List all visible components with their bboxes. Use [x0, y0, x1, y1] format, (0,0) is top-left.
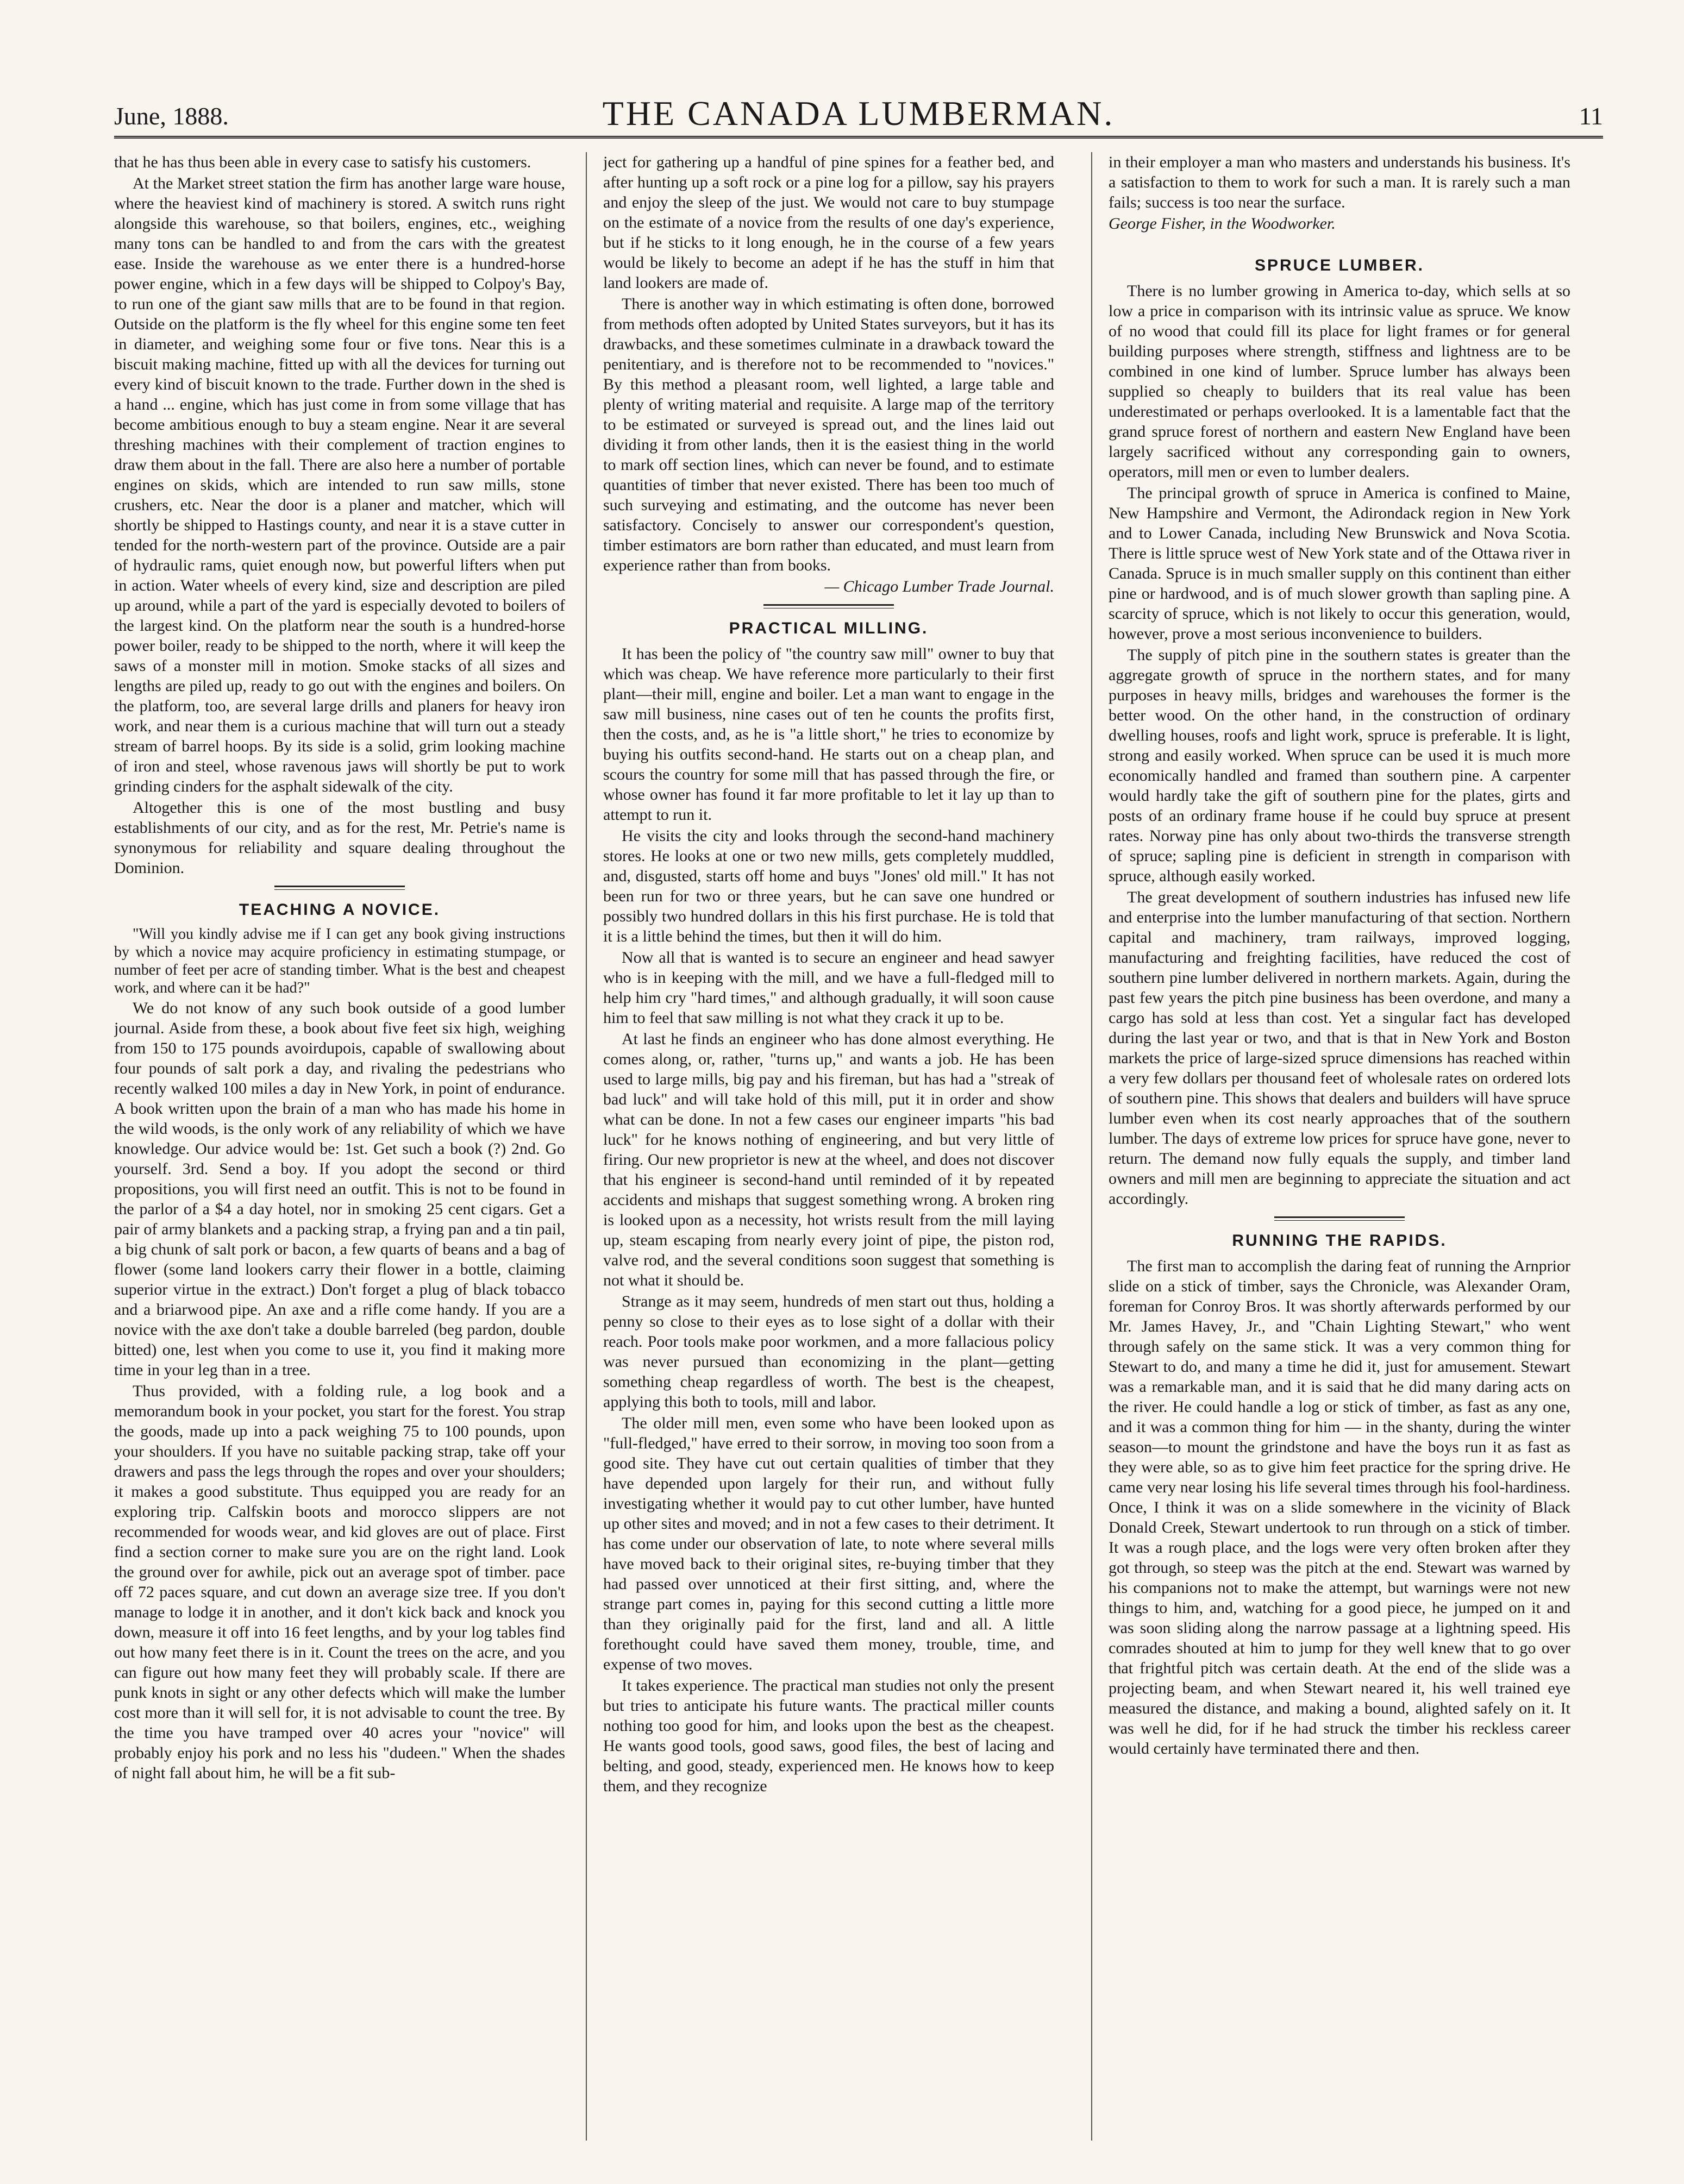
article-paragraph: It has been the policy of "the country saw mill" owner to buy that which was cheap. We have reference more particularly to their first plant—their mill, engine and boiler. Let a man want to engage in the saw mill business, nine cases out of ten he counts the profits first, then the costs, and, as he is "a little short," he tries to economize by buying his outfits second-hand. He starts out on a cheap plan, and scours the country for some mill that has passed through the fire, or whose owner has found it far more profitable to let it lay up than to attempt to run it.: [603, 645, 1054, 824]
article-paragraph: At last he finds an engineer who has done almost everything. He comes along, or, rather, "turns up," and wants a job. He has been used to large mills, big pay and his fireman, but has had a "streak of bad luck" and will take hold of this mill, put it in order and show what can be done. In not a few cases our engineer imparts "his bad luck" for he knows nothing of engineering, and but very little of firing. Our new proprietor is new at the wheel, and does not discover that his engineer is second-hand until reminded of it by repeated accidents and mishaps that suggest something wrong. A broken ring is looked upon as a necessity, hot wrists result from the mill laying up, steam escaping from nearly every joint of pipe, the piston rod, valve rod, and the several conditions soon suggest that something is not what it should be.: [603, 1030, 1054, 1289]
article-paragraph: The older mill men, even some who have been looked upon as "full-fledged," have erred to their sorrow, in moving too soon from a good site. They have cut out certain qualities of timber that they have depended upon largely for their run, and without fully investigating whether it would pay to cut other lumber, have hunted up other sites and moved; and in not a few cases to their detriment. It has come under our observation of late, to note where several mills have moved back to their original sites, re-buying timber that they had passed over unnoticed at their first sitting, and, where the strange part comes in, paying for this second cutting a little more than they originally paid for the first, land and all. A little forethought could have saved them money, trouble, time, and expense of two moves.: [603, 1414, 1054, 1673]
headline-practical-milling: PRACTICAL MILLING.: [729, 619, 929, 637]
column-rule: [586, 152, 587, 2141]
article-paragraph: The first man to accomplish the daring feat of running the Arnprior slide on a stick of timber, says the Chronicle, was Alexander Oram, foreman for Conroy Bros. It was shortly afterwards performed by our Mr. James Havey, Jr., and "Chain Lighting Stewart," who went through safely on the same stick. It was a very common thing for Stewart to do, and many a time he did it, just for amusement. Stewart was a remarkable man, and it is said that he did many daring acts on the river. He could handle a log or stick of timber, as fast as any one, and it was a common thing for him — in the shanty, during the winter season—to mount the grindstone and have the boys run it as fast as they were able, so as to give him feet practice for the spring drive. He came very near losing his life several times through his fool-hardiness. Once, I think it was on a slide somewhere in the vicinity of Black Donald Creek, Stewart undertook to run through on a stick of timber. It was a rough place, and the logs were very often broken after they got through, so steep was the pitch at the end. Stewart was warned by his companions not to make the attempt, but warnings were not new things to him, and, watching for a good piece, he jumped on it and was soon sliding along the narrow passage at a lightning speed. His comrades shouted at him to jump for they well knew that to go over that frightful pitch was certain death. At the end of the slide was a projecting beam, and when Stewart neared it, his well trained eye measured the distance, and making a bound, alighted safely on it. It was well he did, for if he had struck the timber his reckless career would certainly have terminated there and then.: [1109, 1257, 1570, 1758]
article-paragraph: ject for gathering up a handful of pine spines for a feather bed, and after hunting up a soft rock or a pine log for a pillow, say his prayers and enjoy the sleep of the just. We would not care to buy stumpage on the estimate of a novice from the results of one day's experience, but if he sticks to it long enough, he in the course of a few years would be likely to become an adept if he has the stuff in him that land lookers are made of.: [603, 153, 1054, 292]
source-credit: — Chicago Lumber Trade Journal.: [824, 578, 1054, 595]
article-paragraph: At the Market street station the firm has another large ware house, where the heaviest kind of machinery is stored. A switch runs right alongside this warehouse, so that boilers, engines, etc., weighing many tons can be handled to and from the cars with the greatest ease. Inside the warehouse as we enter there is a hundred-horse power engine, which in a few days will be shipped to Colpoy's Bay, to run one of the giant saw mills that are to be found in that region. Outside on the platform is the fly wheel for this engine some ten feet in diameter, and weighing some four or five tons. Near this is a biscuit making machine, fitted up with all the devices for turning out every kind of biscuit known to the trade. Further down in the shed is a hand ... engine, which has just come in from some village that has become ambitious enough to buy a steam engine. Near it are several threshing machines with their complement of traction engines to draw them about in the fall. There are also here a number of portable engines on skids, which are intended to run saw mills, stone crushers, etc. Near the door is a planer and matcher, which will shortly be shipped to Hastings county, and near it is a stave cutter in tended for the north-western part of the province. Outside are a pair of hydraulic rams, quiet enough now, but powerful lifters when put in action. Water wheels of every kind, size and description are piled up around, while a part of the yard is especially devoted to boilers of the largest kind. On the platform near the south is a hundred-horse power boiler, ready to be shipped to the north, where it will keep the saws of a monster mill in motion. Smoke stacks of all sizes and lengths are piled up, ready to go out with the engines and boilers. On the platform, too, are several large drills and planers for heavy iron work, and near them is a curious machine that will turn out a steady stream of barrel hoops. By its side is a solid, grim looking machine of iron and steel, whose ravenous jaws will shortly be put to work grinding cinders for the asphalt sidewalk of the city.: [114, 174, 565, 795]
article-paragraph: Now all that is wanted is to secure an engineer and head sawyer who is in keeping with the mill, and we have a full-fledged mill to help him cry "hard times," and although gradually, it will soon cause him to feel that saw milling is not what they crack it up to be.: [603, 949, 1054, 1027]
article-paragraph: The great development of southern industries has infused new life and enterprise into the lumber manufacturing of that section. Northern capital and machinery, tram railways, improved logging, manufacturing and freighting facilities, have reduced the cost of southern pine lumber delivered in northern markets. Again, during the past few years the pitch pine business has been overdone, and many a cargo has sold at less than cost. Yet a singular fact has developed during the last year or two, and that is that in New York and Boston markets the price of large-sized spruce dimensions has reached within a very few dollars per thousand feet of wholesale rates on ordered lots of southern pine. This shows that dealers and builders will have spruce lumber even when its cost nearly approaches that of the southern lumber. The days of extreme low prices for spruce have gone, never to return. The demand now fully equals the supply, and timber land owners and mill men are beginning to appreciate the situation and act accordingly.: [1109, 888, 1570, 1208]
issue-date: June, 1888.: [114, 102, 229, 130]
source-credit: George Fisher, in the Woodworker.: [1109, 215, 1336, 233]
article-paragraph: There is no lumber growing in America to-day, which sells at so low a price in comparison with its intrinsic value as spruce. We know of no wood that could fill its place for light frames or for general building purposes where strength, stiffness and lightness are to be combined in one kind of lumber. Spruce lumber has always been supplied so cheaply to builders that its real value has been underestimated or perhaps overlooked. It is a lamentable fact that the grand spruce forest of northern and eastern New England have been largely sacrificed without any corresponding gain to owners, operators, mill men or even to lumber dealers.: [1109, 282, 1570, 481]
column-2: [603, 152, 1054, 2151]
headline-spruce-lumber: SPRUCE LUMBER.: [1254, 256, 1424, 274]
article-paragraph: Altogether this is one of the most bustling and busy establishments of our city, and as for the rest, Mr. Petrie's name is synonymous for reliability and square dealing throughout the Dominion.: [114, 799, 565, 877]
article-paragraph: He visits the city and looks through the second-hand machinery stores. He looks at one or two new mills, gets completely muddled, and, disgusted, starts off home and buys "Jones' old mill." It has not been run for two or three years, but he can save one hundred or possibly two hundred dollars in this his first purchase. He is told that it is a little behind the times, but then it will do him.: [603, 827, 1054, 945]
page-number: 11: [1579, 102, 1603, 130]
article-paragraph: that he has thus been able in every case to satisfy his customers.: [114, 153, 531, 171]
article-paragraph: The principal growth of spruce in America is confined to Maine, New Hampshire and Vermont, the Adirondack region in New York and to Lower Canada, including New Brunswick and Nova Scotia. There is little spruce west of New York state and of the Ottawa river in Canada. Spruce is in much smaller supply on this continent than either pine or hardwood, and is of much slower growth than sapling pine. A scarcity of spruce, which is not likely to occur this generation, would, however, prove a most serious inconvenience to builders.: [1109, 484, 1570, 643]
section-divider: [274, 886, 405, 890]
reader-question: "Will you kindly advise me if I can get any book giving instructions by which a novice may acquire proficiency in estimating stumpage, or number of feet per acre of standing timber. What is the best and cheapest work, and where can it be had?": [114, 926, 565, 996]
column-rule: [1091, 152, 1092, 2141]
headline-teaching-a-novice: TEACHING A NOVICE.: [239, 901, 441, 919]
headline-running-the-rapids: RUNNING THE RAPIDS.: [1232, 1232, 1447, 1250]
column-1: [114, 152, 565, 2151]
section-divider: [763, 604, 894, 608]
article-paragraph: The supply of pitch pine in the southern states is greater than the aggregate growth of spruce in the northern states, and for many purposes in heavy mills, bridges and warehouses the former is the better wood. On the other hand, in the construction of ordinary dwelling houses, roofs and light work, spruce is preferable. It is light, strong and easily worked. When spruce can be used it is much more economically handled and framed than southern pine. A carpenter would hardly take the gift of southern pine for the plates, girts and posts of an ordinary frame house if he could buy spruce at present rates. Norway pine has only about two-thirds the transverse strength of spruce; sapling pine is deficient in strength in comparison with spruce, although easily worked.: [1109, 646, 1570, 885]
article-paragraph: We do not know of any such book outside of a good lumber journal. Aside from these, a book about five feet six high, weighing from 150 to 175 pounds avoirdupois, capable of swallowing about four pounds of salt pork a day, and rivaling the pedestrians who recently walked 100 miles a day in New York, in point of endurance. A book written upon the brain of a man who has made his home in the wild woods, is the only work of any reliability of which we have knowledge. Our advice would be: 1st. Get such a book (?) 2nd. Go yourself. 3rd. Send a boy. If you adopt the second or third propositions, you will first need an outfit. This is not to be found in the parlor of a $4 a day hotel, nor in smoking 25 cent cigars. Get a pair of army blankets and a packing strap, a frying pan and a tin pail, a big chunk of salt pork or bacon, a few quarts of beans and a bag of flower (some land lookers carry their flower in a bottle, claiming superior virtue in the extract.) Don't forget a plug of black tobacco and a briarwood pipe. An axe and a rifle come handy. If you are a novice with the axe don't take a double barreled (beg pardon, double bitted) one, lest when you come to use it, you find it making more time in your leg than in a tree.: [114, 999, 565, 1379]
article-paragraph: in their employer a man who masters and understands his business. It's a satisfaction to them to work for such a man. It is rarely such a man fails; success is too near the surface.: [1109, 153, 1570, 211]
article-paragraph: There is another way in which estimating is often done, borrowed from methods often adopted by United States surveyors, but it has its drawbacks, and these sometimes culminate in a drawback toward the penitentiary, and is therefore not to be recommended to "novices." By this method a pleasant room, well lighted, a large table and plenty of writing material and requisite. A large map of the territory to be estimated or surveyed is spread out, and the lines laid out dividing it from other lands, then it is the easiest thing in the world to mark off section lines, which can never be found, and to estimate quantities of timber that never existed. There has been too much of such surveying and estimating, and the outcome has never been satisfactory. Concisely to answer our correspondent's question, timber estimators are born rather than educated, and must learn from experience rather than from books.: [603, 295, 1054, 574]
article-paragraph: Thus provided, with a folding rule, a log book and a memorandum book in your pocket, you start for the forest. You strap the goods, made up into a pack weighing 75 to 100 pounds, upon your shoulders. If you have no suitable packing strap, take off your drawers and pass the legs through the ropes and over your shoulders; it makes a good substitute. Thus equipped you are ready for an exploring trip. Calfskin boots and morocco slippers are not recommended for woods wear, and kid gloves are out of place. First find a section corner to make sure you are on the right land. Look the ground over for awhile, pick out an average spot of timber. pace off 72 paces square, and cut down an average size tree. If you don't manage to lodge it in another, and it don't kick back and knock you down, measure it off into 16 feet lengths, and by your log tables find out how many feet there is in it. Count the trees on the acre, and you can figure out how many feet they will probably scale. If there are punk knots in sight or any other defects which will make the lumber cost more than it will sell for, it is not advisable to count the tree. By the time you have tramped over 40 acres your "novice" will probably enjoy his pork and no less his "dudeen." When the shades of night fall about him, he will be a fit sub-: [114, 1382, 565, 1782]
masthead: [114, 92, 1603, 139]
article-paragraph: Strange as it may seem, hundreds of men start out thus, holding a penny so close to their eyes as to lose sight of a dollar with their reach. Poor tools make poor workmen, and a more fallacious policy was never pursued than economizing in the plant—getting something cheap regardless of worth. The best is the cheapest, applying this both to tools, mill and labor.: [603, 1292, 1054, 1411]
column-3: [1109, 152, 1570, 2151]
publication-title: THE CANADA LUMBERMAN.: [602, 94, 1115, 133]
section-divider: [1274, 1216, 1405, 1221]
article-paragraph: It takes experience. The practical man studies not only the present but tries to anticipate his future wants. The practical miller counts nothing too good for him, and looks upon the best as the cheapest. He wants good tools, good saws, good files, the best of lacing and belting, and good, steady, experienced men. He knows how to keep them, and they recognize: [603, 1677, 1054, 1795]
